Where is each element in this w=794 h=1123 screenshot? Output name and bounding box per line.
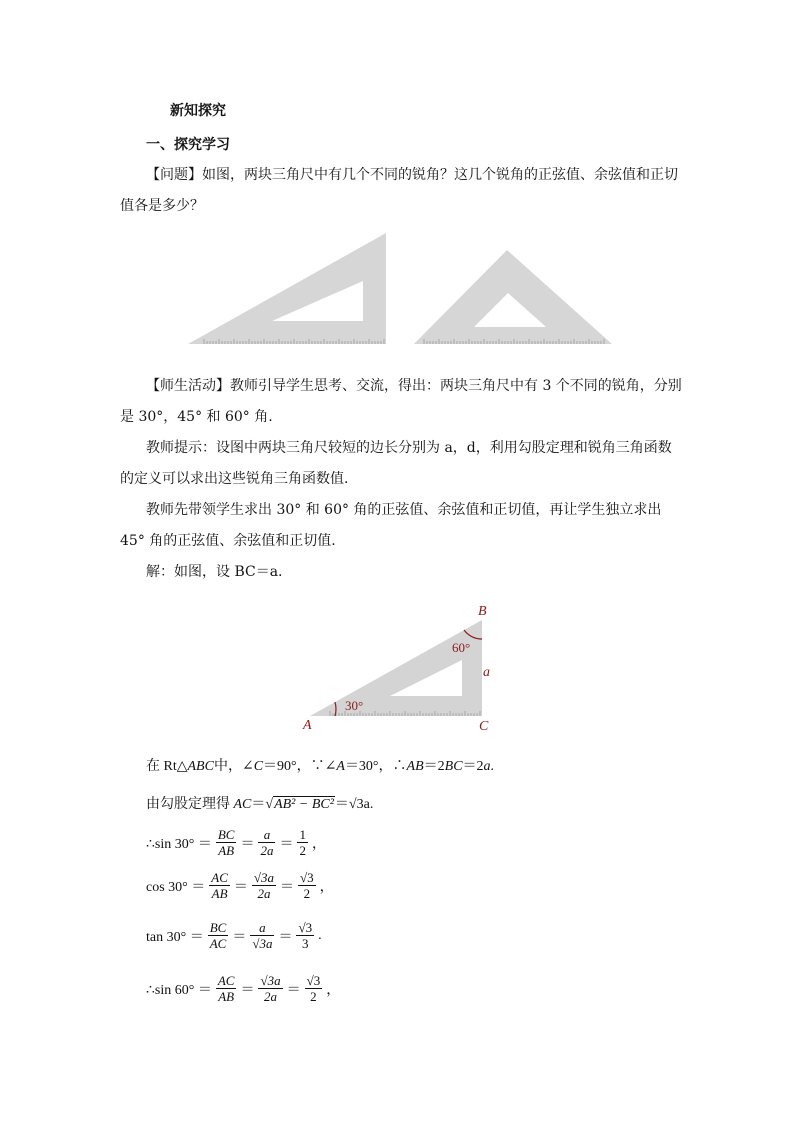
- step1-text-6: ＝2: [462, 759, 484, 774]
- equals: ＝: [280, 879, 295, 895]
- cos30-label: cos 30° ＝: [146, 879, 206, 895]
- eq-cos30: [146, 870, 334, 901]
- step-2: [146, 795, 373, 815]
- equals: ＝: [240, 982, 255, 998]
- step1-text-1: 在 Rt△: [146, 759, 188, 774]
- sin60-frac-3: $\frac{√3}{2}$: [306, 973, 321, 1004]
- lead-line-2: 45° 角的正弦值、余弦值和正切值.: [120, 533, 336, 549]
- sin60-frac-1: $\frac{AC}{AB}$: [217, 973, 235, 1004]
- cos30-frac-3: $\frac{√3}{2}$: [300, 870, 314, 901]
- angle-a-label: 30°: [345, 698, 364, 713]
- step1-ab: AB: [406, 759, 424, 774]
- sin60-end: ，: [326, 982, 341, 998]
- step1-text-5: ＝2: [423, 759, 445, 774]
- hint-line-1: 教师提示：设图中两块三角尺较短的边长分别为 a，d，利用勾股定理和锐角三角函数: [146, 440, 672, 456]
- tan30-frac-1: $\frac{BC}{AC}$: [209, 920, 227, 951]
- sin30-frac-1: $\frac{BC}{AB}$: [217, 827, 235, 858]
- step2-ac: AC: [233, 797, 252, 812]
- step1-a: A: [336, 759, 345, 774]
- sin30-end: ，: [311, 836, 326, 852]
- sqrt-sign: √: [265, 797, 274, 812]
- side-a-label: a: [483, 665, 490, 680]
- equals: ＝: [278, 929, 293, 945]
- tan30-frac-2: $\frac{a}{√3a}$: [252, 920, 273, 951]
- cos30-end: ，: [319, 879, 334, 895]
- equals: ＝: [233, 879, 248, 895]
- activity-line-2: 是 30°，45° 和 60° 角.: [120, 409, 273, 425]
- step1-tri: ABC: [187, 759, 214, 774]
- set-squares-figure: [180, 228, 620, 352]
- step2-result: √3a: [348, 797, 370, 812]
- triangle-abc-figure: [290, 598, 510, 738]
- step2-end: .: [369, 797, 374, 812]
- eq-sin60: [146, 973, 340, 1004]
- sin30-frac-3: $\frac{1}{2}$: [299, 827, 306, 858]
- cos30-frac-2: $\frac{√3a}{2a}$: [253, 870, 275, 901]
- solution-intro: 解：如图，设 BC＝a.: [146, 564, 283, 580]
- step2-radicand: AB² − BC²: [274, 797, 334, 812]
- step1-text-4: ＝30°，∴: [344, 759, 407, 774]
- equals: ＝: [279, 836, 294, 852]
- eq-tan30: [146, 920, 322, 951]
- tan30-frac-3: $\frac{√3}{3}$: [298, 920, 313, 951]
- cos30-frac-1: $\frac{AC}{AB}$: [211, 870, 228, 901]
- activity-line-1: 【师生活动】教师引导学生思考、交流，得出：两块三角尺中有 3 个不同的锐角，分别: [146, 378, 682, 394]
- problem-line-1: 【问题】如图，两块三角尺中有几个不同的锐角？这几个锐角的正弦值、余弦值和正切: [146, 167, 678, 183]
- lead-line-1: 教师先带领学生求出 30° 和 60° 角的正弦值、余弦值和正切值，再让学生独立求出: [146, 502, 662, 518]
- step1-c: C: [253, 759, 264, 774]
- subsection-title: 一、探究学习: [146, 137, 230, 153]
- angle-b-label: 60°: [452, 640, 471, 655]
- step1-text-3: ＝90°，∵∠: [263, 759, 337, 774]
- tan30-end: .: [318, 927, 322, 943]
- step-1: [146, 757, 494, 777]
- step1-a2: a: [483, 759, 491, 774]
- eq-sin30: [146, 827, 326, 858]
- equals: ＝: [232, 929, 247, 945]
- vertex-a-label: A: [303, 718, 312, 733]
- step1-text-2: 中，∠: [213, 759, 254, 774]
- sin30-label: ∴sin 30° ＝: [146, 836, 212, 852]
- step2-eq: ＝: [251, 797, 266, 812]
- section-title: 新知探究: [170, 103, 226, 119]
- sin60-frac-2: $\frac{√3a}{2a}$: [260, 973, 281, 1004]
- sin30-frac-2: $\frac{a}{2a}$: [260, 827, 274, 858]
- equals: ＝: [240, 836, 255, 852]
- hint-line-2: 的定义可以求出这些锐角三角函数值.: [120, 471, 349, 487]
- set-square-45: [414, 250, 612, 344]
- step1-end: .: [490, 759, 495, 774]
- problem-line-2: 值各是多少？: [120, 198, 204, 214]
- step1-bc: BC: [444, 759, 463, 774]
- equals: ＝: [286, 982, 301, 998]
- tan30-label: tan 30° ＝: [146, 929, 204, 945]
- vertex-b-label: B: [478, 604, 487, 619]
- step2-eq2: ＝: [334, 797, 349, 812]
- sin60-label: ∴sin 60° ＝: [146, 982, 212, 998]
- vertex-c-label: C: [479, 719, 489, 734]
- step2-prefix: 由勾股定理得: [146, 797, 234, 812]
